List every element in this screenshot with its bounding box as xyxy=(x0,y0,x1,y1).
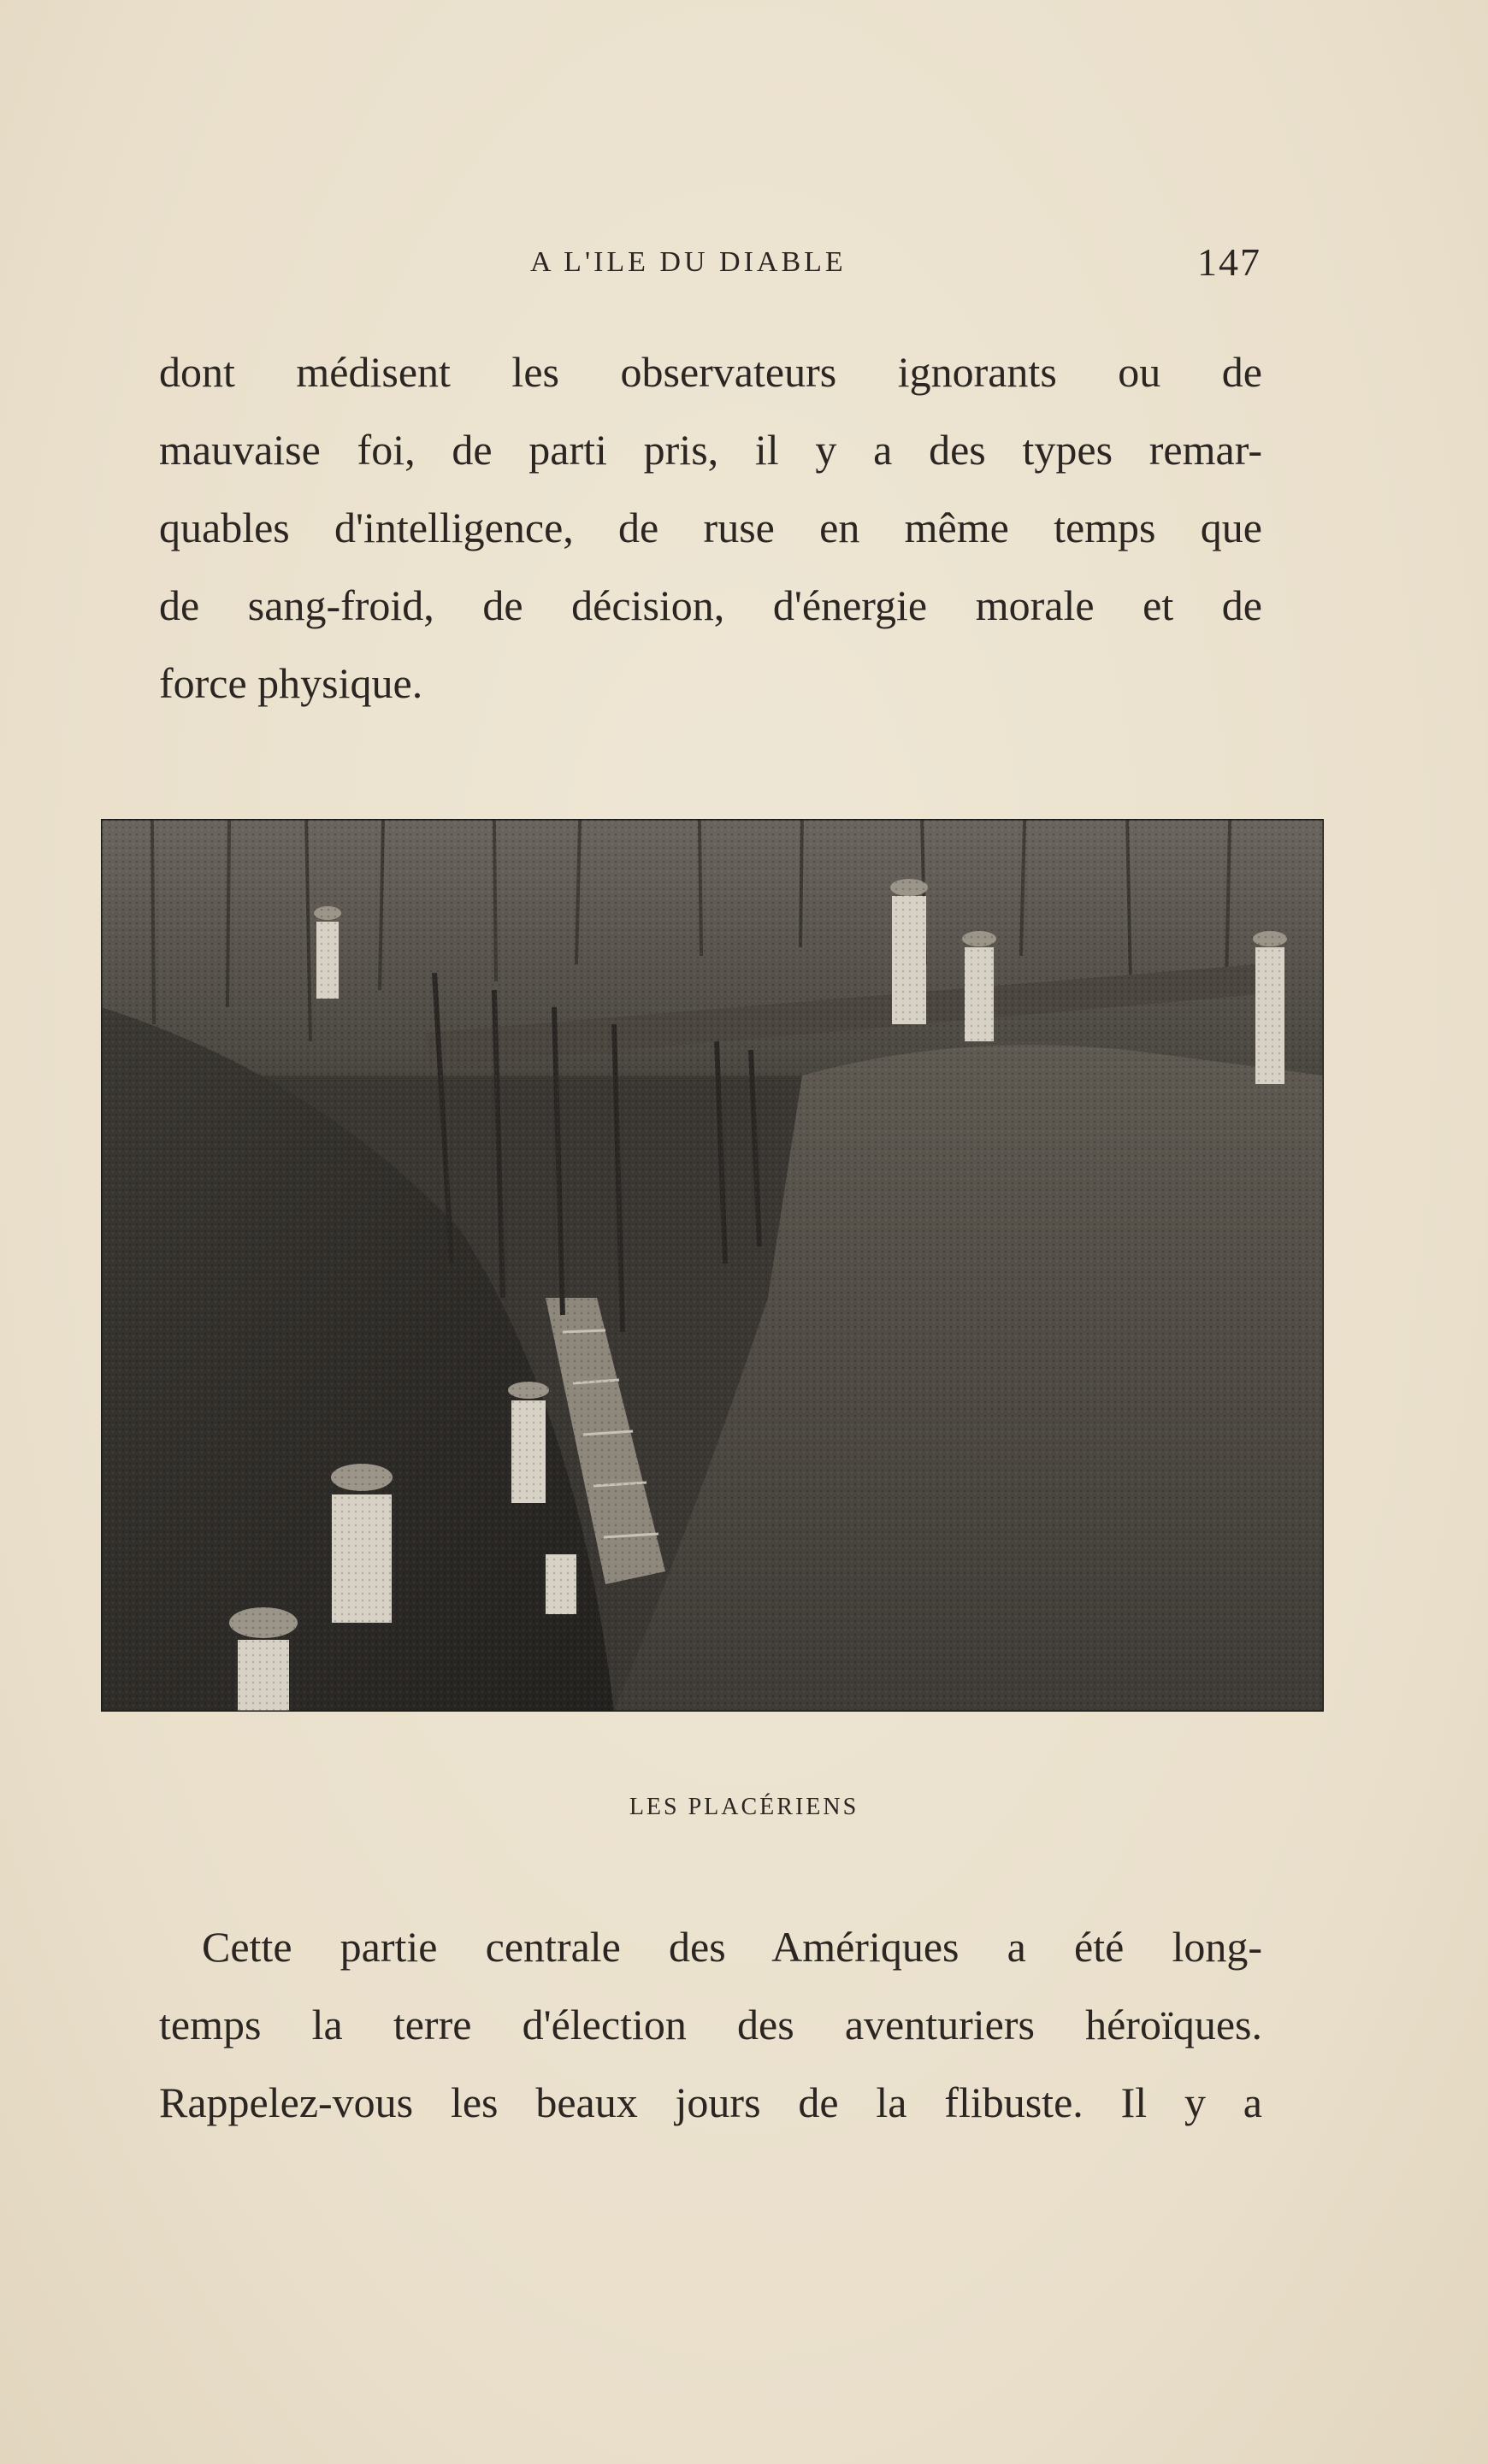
text-line: Rappelez-vous les beaux jours de la flibuste. Il y a xyxy=(159,2078,1262,2126)
paragraph-bottom xyxy=(159,1908,1262,2142)
figure-caption: LES PLACÉRIENS xyxy=(629,1794,859,1820)
running-title: A L'ILE DU DIABLE xyxy=(530,246,847,278)
paragraph-top xyxy=(159,333,1262,722)
text-line: Cette partie centrale des Amériques a été long- xyxy=(202,1923,1262,1971)
text-line: mauvaise foi, de parti pris, il y a des types remar- xyxy=(159,426,1262,474)
text-line: temps la terre d'élection des aventuriers héroïques. xyxy=(159,2001,1262,2048)
text-line: dont médisent les observateurs ignorants ou de xyxy=(159,348,1262,396)
text-line: quables d'intelligence, de ruse en même temps que xyxy=(159,504,1262,551)
text-line: force physique. xyxy=(159,659,423,707)
text-line: de sang-froid, de décision, d'énergie morale et de xyxy=(159,581,1262,629)
page-number: 147 xyxy=(1197,240,1261,284)
photograph-illustration xyxy=(101,819,1324,1712)
running-head xyxy=(0,231,1488,299)
photograph-placer-miners xyxy=(101,819,1324,1712)
